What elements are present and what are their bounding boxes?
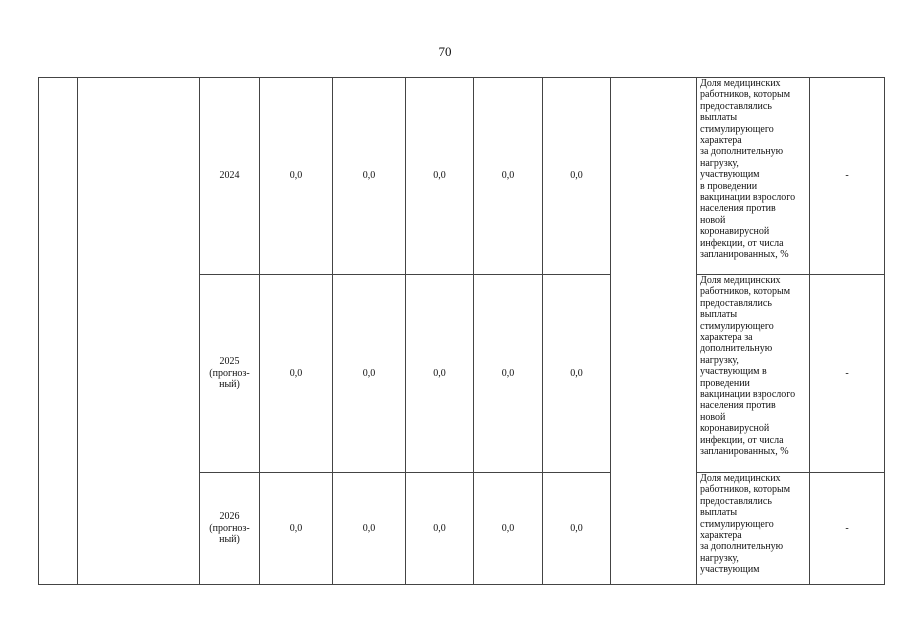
year-note: (прогноз- ный) <box>209 367 250 391</box>
executor-cell <box>611 78 697 585</box>
indicator-line: выплаты <box>700 112 738 124</box>
indicator-line: характера <box>700 135 742 147</box>
indicator-line: выплаты <box>700 507 738 519</box>
value-cell: 0,0 <box>406 473 474 585</box>
indicator-line: новой <box>700 411 726 423</box>
value-cell: 0,0 <box>406 78 474 275</box>
indicator-line: проведении <box>700 377 750 389</box>
indicator-line: населения против <box>700 400 776 412</box>
indicator-cell <box>697 275 810 473</box>
indicator-line: работников, которым <box>700 89 791 101</box>
indicator-line: дополнительную <box>700 343 773 355</box>
indicator-line: характера за <box>700 332 753 344</box>
indicator-line: выплаты <box>700 309 738 321</box>
indicator-line: Доля медицинских <box>700 275 781 286</box>
value-cell: 0,0 <box>260 78 333 275</box>
indicator-line: за дополнительную <box>700 541 784 553</box>
year-label: 2026 <box>219 511 240 523</box>
indicator-line: нагрузку, <box>700 552 739 564</box>
indicator-line: запланированных, % <box>700 446 789 458</box>
value-cell: 0,0 <box>543 473 611 585</box>
indicator-line: вакцинации взрослого <box>700 389 796 401</box>
indicator-line: коронавирусной <box>700 226 770 238</box>
indicator-line: Доля медицинских <box>700 473 781 484</box>
year-cell <box>200 275 260 473</box>
indicator-cell <box>697 78 810 275</box>
indicator-line: характера <box>700 530 742 542</box>
indicator-line: новой <box>700 214 726 226</box>
value-cell: 0,0 <box>543 78 611 275</box>
indicator-line: вакцинации взрослого <box>700 192 796 204</box>
value-cell: 0,0 <box>474 473 543 585</box>
result-cell: - <box>810 473 885 585</box>
year-label: 2025 <box>219 356 240 368</box>
indicator-line: нагрузку, <box>700 157 739 169</box>
table-row <box>39 78 885 275</box>
indicator-line: инфекции, от числа <box>700 237 784 249</box>
event-name-cell <box>78 78 200 585</box>
indicator-line: участвующим <box>700 169 760 181</box>
indicator-line: участвующим <box>700 564 760 576</box>
value-cell: 0,0 <box>543 275 611 473</box>
indicator-line: коронавирусной <box>700 423 770 435</box>
year-cell <box>200 473 260 585</box>
year-cell <box>200 78 260 275</box>
year-note: (прогноз- ный) <box>209 522 250 546</box>
indicator-line: стимулирующего <box>700 123 774 135</box>
indicator-line: инфекции, от числа <box>700 434 784 446</box>
indicator-line: населения против <box>700 203 776 215</box>
result-cell: - <box>810 275 885 473</box>
number-cell <box>39 78 78 585</box>
indicator-line: участвующим в <box>700 366 767 378</box>
indicator-line: в проведении <box>700 180 758 192</box>
indicator-line: за дополнительную <box>700 146 784 158</box>
value-cell: 0,0 <box>333 78 406 275</box>
page-number: 70 <box>438 44 452 59</box>
year-label: 2024 <box>219 170 240 182</box>
value-cell: 0,0 <box>260 473 333 585</box>
indicator-line: работников, которым <box>700 286 791 298</box>
value-cell: 0,0 <box>474 78 543 275</box>
result-cell: - <box>810 78 885 275</box>
value-cell: 0,0 <box>260 275 333 473</box>
indicator-line: предоставлялись <box>700 495 772 507</box>
value-cell: 0,0 <box>333 275 406 473</box>
indicator-cell <box>697 473 810 585</box>
indicator-line: нагрузку, <box>700 354 739 366</box>
indicator-line: работников, которым <box>700 484 791 496</box>
indicator-line: запланированных, % <box>700 249 789 261</box>
financing-table <box>38 77 885 585</box>
indicator-line: предоставлялись <box>700 100 772 112</box>
value-cell: 0,0 <box>474 275 543 473</box>
indicator-line: предоставлялись <box>700 297 772 309</box>
indicator-line: стимулирующего <box>700 320 774 332</box>
value-cell: 0,0 <box>406 275 474 473</box>
value-cell: 0,0 <box>333 473 406 585</box>
indicator-line: стимулирующего <box>700 518 774 530</box>
indicator-line: Доля медицинских <box>700 78 781 89</box>
